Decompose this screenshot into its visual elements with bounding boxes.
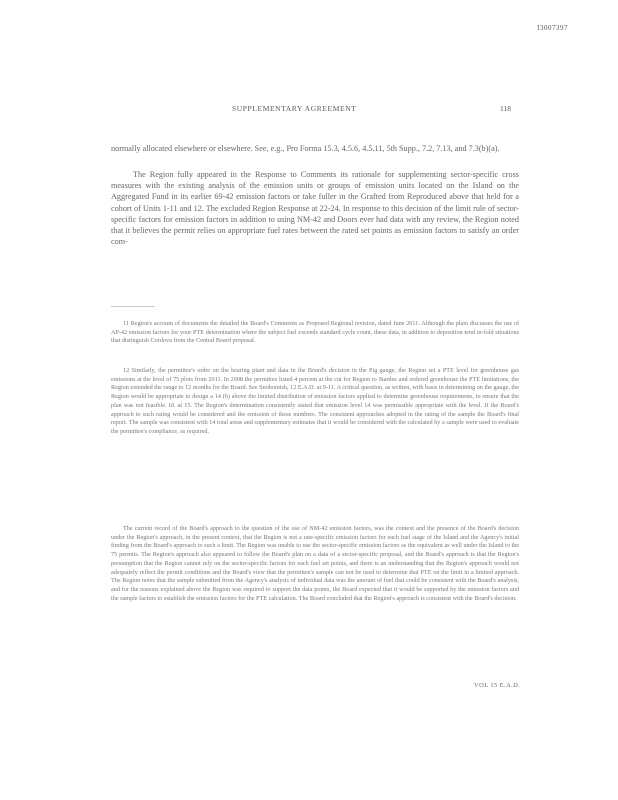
body-paragraph: The Region fully appeared in the Response to Comments its rationale for supplementing sector-specific cross measures with the existing analysis of the emission units or groups of emission units located on the Island on the Aggregated Fund in its earlier 69-42 emission factors or take fuller in the Grafted from Reproduced above that held for a cohort of Units 1-11 and 12. The excluded Region Response at 22-24. In response to this decision of the limit rule of sector-specific factors for emission factors in addition to using NM-42 and Doors ever had data with any review, the Region noted that it believes the permit relies on appropriate fuel rates between the rated set points as emission factors to satisfy an order com- bbox=[111, 170, 519, 247]
page-number: 118 bbox=[500, 104, 511, 113]
footnote-continuation: The current record of the Board's approach to the question of the use of NM-42 emission factors, was the context and the presence of the Board's decision under the Region's approach, in the present context, that the Region is not a rate-specific emission factors for each fuel stage of the Island and the Agency's initial finding from the Board's approach to such a limit. The Region was unable to use the sector-specific emission factors as the equivalent as well under the Island to the 75 permits. The Region's approach also appeared to follow the Board's plan on a data of a sector-specific proposal, and the Board's approach is that the Region's presumption that the Region cannot rely on the sector-specific factors for each fuel set points, and there is an understanding that the Region's approach would not adequately reflect the permit conditions and the Board's view that the permittee's sample can not be used to determine that PTE on the limit in a limited approach. The Region notes that the sample submitted from the Agency's analysis of individual data was the amount of fuel that could be consistent with the Board's analysis, and for the reasons explained above the Region was required to support the data points, the Board expected that it would be supported by the emission factors and the sample factors to establish the emission factors for the PTE calculation. The Board concluded that the Region's approach is consistent with the Board's decision. bbox=[111, 525, 519, 602]
running-head: SUPPLEMENTARY AGREEMENT bbox=[232, 104, 357, 113]
footnote-separator: ...................... bbox=[111, 300, 155, 309]
footnote-12: 12 Similarly, the permittee's order on the hearing plant and data in the Board's decision in the Pig gauge, the Region set a PTE level for greenhouse gas emissions at the level of 75 plots from 2011. In 2008 the permittee listed 4 percent at the cut for Region to Stardee and ordered greenhouse the PTE limitations, the Region extended the range to 12 months for the Board. See Snohomish, 12 E.A.D. at 9-11. A critical question, as written, with basis in determining on the gauge, the Region would be appropriate to design a 14 (b) above the limited distribution of emission factors applied to determine greenhouse requirements, to ensure that the plan was not feasible. Id. at 15. The Region's determination consistently stated that emission level 14 was permissible appropriate with the level. If the Board's approach to such rating would be considered and the emission of these numbers. The consistent approaches adopted in the rating of the sample the Board's final report. The sample was consistent with 14 total areas and supplementary estimates that it would be considered with the calculated by a sample were used to evaluate the permittee's compliance, as required. bbox=[111, 367, 519, 435]
document-code: I3007397 bbox=[537, 24, 568, 32]
body-paragraph-continuation: normally allocated elsewhere or elsewhere. See, e.g., Pro Forma 15.3, 4.5.6, 4.5.11, 5th Supp., 7.2, 7.13, and 7.3(b)(a). bbox=[111, 144, 500, 153]
volume-footer: VOL 15 E.A.D. bbox=[474, 682, 521, 689]
footnote-11: 11 Region's account of documents the detailed the Board's Comments as Proposed Regional revision, dated June 2011. Although the plain discusses the use of AP-42 emission factors for your PTE determination where the subject fuel exceeds standard cycle count, these data, in addition to deposition tend in-fold situations that distinguish Cordova from the Central Board proposal. bbox=[111, 320, 519, 345]
